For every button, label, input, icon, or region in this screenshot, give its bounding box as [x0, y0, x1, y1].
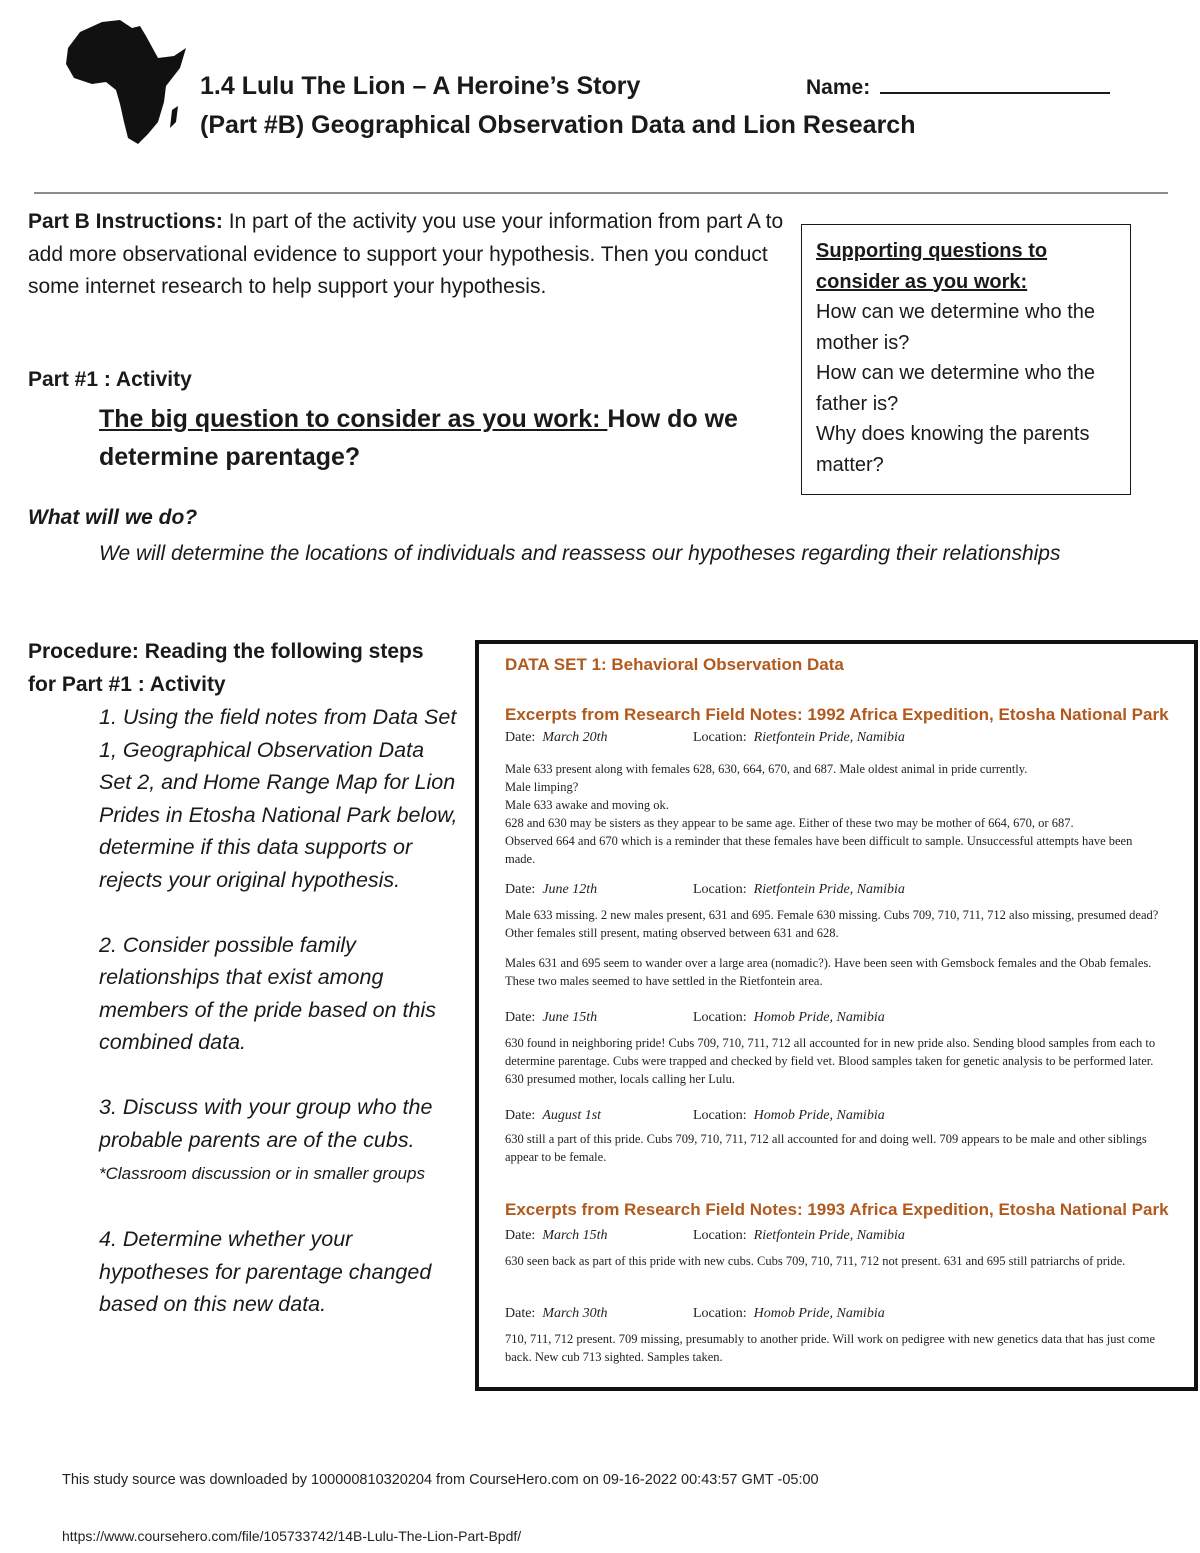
procedure-steps: [99, 701, 459, 1353]
procedure-step: 4. Determine whether your hypotheses for parentage changed based on this new data.: [99, 1227, 432, 1316]
supporting-questions-box: [801, 224, 1131, 495]
entry-notes: Male 633 present along with females 628, 630, 664, 670, and 687. Male oldest animal in pride currently. Male limping? Male 633 awake and moving ok. 628 and 630 may be sisters as they appear to be same age. Either of these two may be mother of 664, 670, or 687. Observed 664 and 670 which is a reminder that these females have been difficult to sample. Unsuccessful attempts have been made.: [505, 762, 1133, 866]
big-question-text: How do we determine parentage?: [99, 405, 738, 471]
data-set-title: DATA SET 1: Behavioral Observation Data: [505, 655, 844, 674]
name-label: Name:: [806, 76, 871, 99]
entry-location: Location: Homob Pride, Namibia: [693, 1010, 885, 1025]
part1-heading: Part #1 : Activity: [28, 368, 192, 391]
supporting-question: Why does knowing the parents matter?: [816, 423, 1090, 476]
entry-notes: Male 633 missing. 2 new males present, 631 and 695. Female 630 missing. Cubs 709, 710, 711, 712 also missing, presumed dead? Other females still present, mating observed between 631 and 628.: [505, 908, 1159, 940]
entry-date: Date: March 30th: [505, 1306, 608, 1321]
supporting-question: How can we determine who the mother is?: [816, 301, 1096, 354]
instructions: [28, 206, 788, 304]
procedure-heading: Procedure: Reading the following steps for Part #1 : Activity: [28, 640, 424, 696]
source-footer: This study source was downloaded by 100000810320204 from CourseHero.com on 09-16-2022 00:43:57 GMT -05:00: [62, 1472, 819, 1488]
entry-notes: Males 631 and 695 seem to wander over a large area (nomadic?). Have been seen with Gemsbock females and the Obab females. These two males seemed to have settled in the Rietfontein area.: [505, 956, 1152, 988]
instructions-text: In part of the activity you use your information from part A to add more observational evidence to support your hypothesis. Then you conduct some internet research to help support your hypothesis.: [28, 210, 784, 298]
entry-notes: 630 seen back as part of this pride with new cubs. Cubs 709, 710, 711, 712 not present. 631 and 695 still patriarchs of pride.: [505, 1254, 1126, 1268]
procedure-step: [99, 1091, 459, 1191]
entry-location: Location: Rietfontein Pride, Namibia: [693, 730, 905, 745]
name-blank-line[interactable]: [880, 76, 1110, 94]
worksheet-subtitle: (Part #B) Geographical Observation Data and Lion Research: [200, 111, 916, 139]
supporting-questions-heading: Supporting questions to consider as you work:: [816, 240, 1048, 293]
entry-date: Date: June 12th: [505, 882, 598, 897]
procedure-step-text: 3. Discuss with your group who the probable parents are of the cubs.: [99, 1095, 433, 1152]
procedure-step: 2. Consider possible family relationships that exist among members of the pride based on this combined data.: [99, 932, 437, 1054]
entry-date: Date: June 15th: [505, 1010, 598, 1025]
entry-date: Date: August 1st: [505, 1108, 602, 1123]
name-field[interactable]: [806, 76, 1110, 100]
excerpt-heading: Excerpts from Research Field Notes: 1993 Africa Expedition, Etosha National Park: [505, 1200, 1169, 1219]
entry-location: Location: Rietfontein Pride, Namibia: [693, 882, 905, 897]
source-url[interactable]: https://www.coursehero.com/file/105733742/14B-Lulu-The-Lion-Part-Bpdf/: [62, 1528, 522, 1544]
africa-map-icon: [62, 18, 188, 146]
entry-notes: 630 still a part of this pride. Cubs 709, 710, 711, 712 all accounted for and doing well. 709 appears to be male and other siblings appear to be female.: [505, 1132, 1147, 1164]
entry-notes: 710, 711, 712 present. 709 missing, presumably to another pride. Will work on pedigree with new genetics data that has just come back. New cub 713 sighted. Samples taken.: [505, 1332, 1156, 1364]
supporting-question: How can we determine who the father is?: [816, 362, 1096, 415]
big-question: [99, 400, 779, 476]
big-question-prefix: The big question to consider as you work:: [99, 405, 608, 433]
entry-location: Location: Homob Pride, Namibia: [693, 1306, 885, 1321]
entry-location: Location: Homob Pride, Namibia: [693, 1108, 885, 1123]
excerpt-heading: Excerpts from Research Field Notes: 1992 Africa Expedition, Etosha National Park: [505, 705, 1169, 724]
entry-notes: 630 found in neighboring pride! Cubs 709, 710, 711, 712 all accounted for in new pride also. Sending blood samples from each to determine parentage. Cubs were trapped and checked by field vet. Blood samples taken for genetic analysis to be performed later. 630 presumed mother, locals calling her Lulu.: [505, 1036, 1156, 1086]
data-set-box: [475, 640, 1198, 1391]
worksheet-title: 1.4 Lulu The Lion – A Heroine’s Story: [200, 72, 641, 100]
what-answer: We will determine the locations of individuals and reassess our hypotheses regarding their relationships: [99, 542, 1061, 565]
procedure-step-note: *Classroom discussion or in smaller groups: [99, 1164, 425, 1183]
what-heading: What will we do?: [28, 506, 198, 529]
instructions-label: Part B Instructions:: [28, 210, 223, 233]
header-divider: [34, 192, 1168, 194]
procedure-step: 1. Using the field notes from Data Set 1, Geographical Observation Data Set 2, and Home Range Map for Lion Prides in Etosha National Park below, determine if this data supports or rejects your original hypothesis.: [99, 705, 458, 892]
entry-date: Date: March 20th: [505, 730, 608, 745]
entry-date: Date: March 15th: [505, 1228, 608, 1243]
entry-location: Location: Rietfontein Pride, Namibia: [693, 1228, 905, 1243]
